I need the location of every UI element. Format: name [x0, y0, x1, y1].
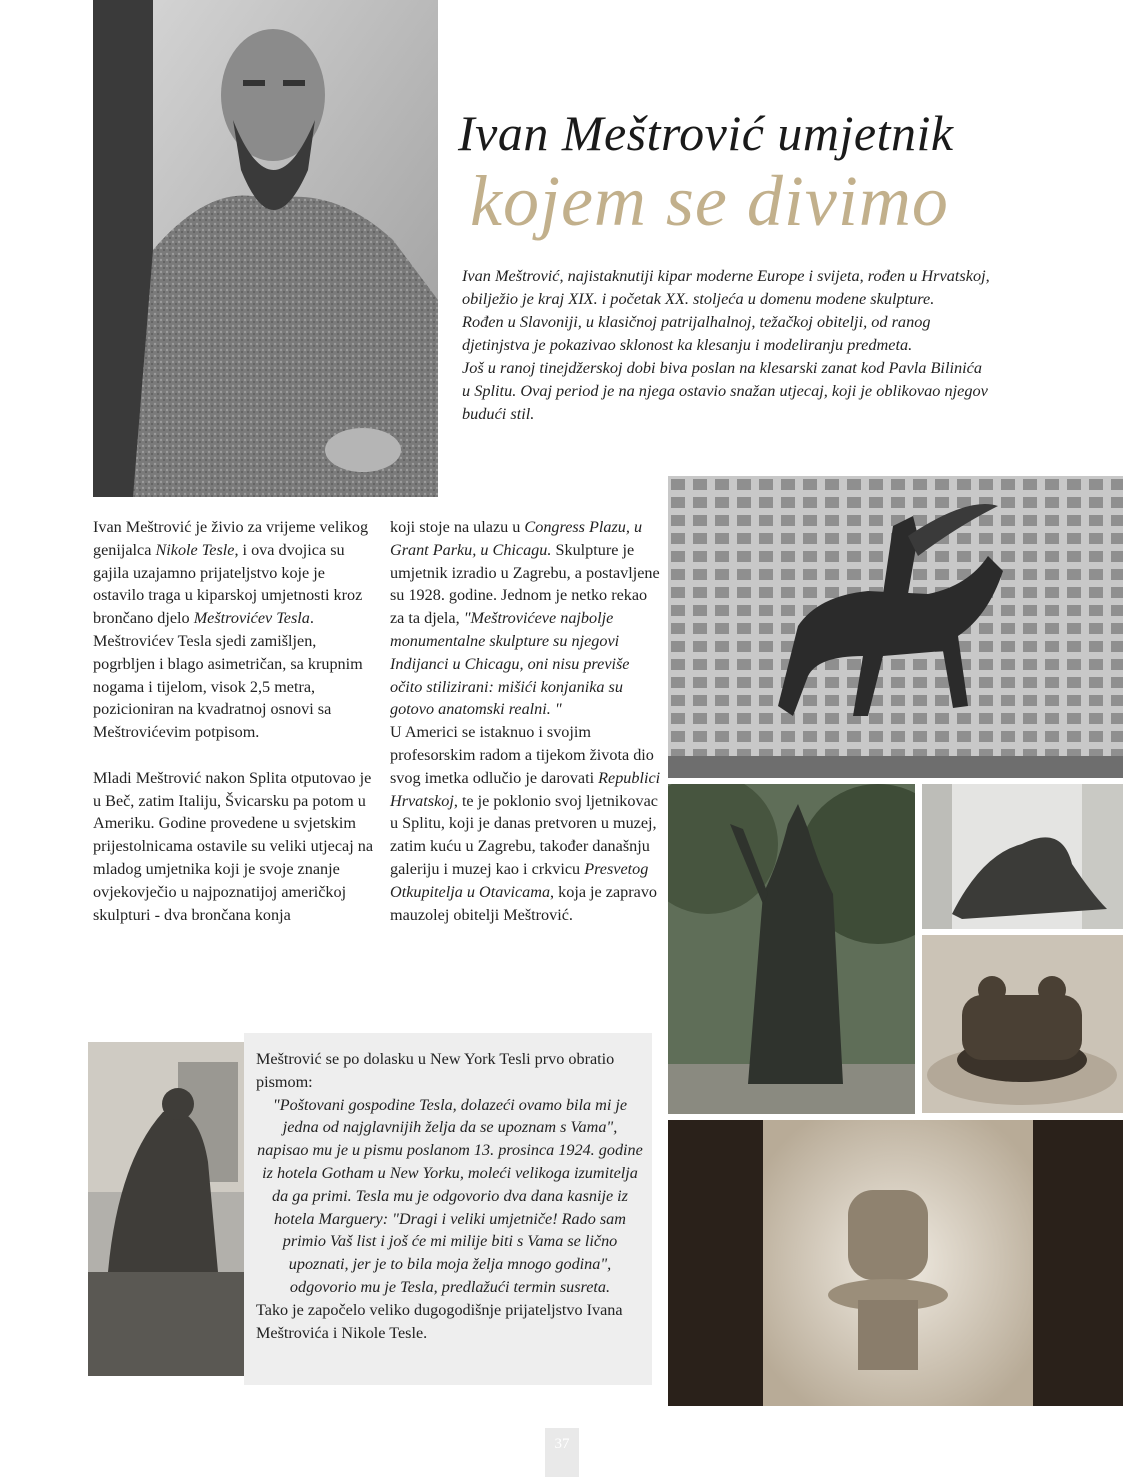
quote-intro: Meštrović se po dolasku u New York Tesli prvo obratio pismom: [256, 1050, 615, 1091]
photo-grgur-ninski-statue [668, 784, 915, 1114]
col1-text: , i ova dvojica su gajila uzajamno prijateljstvo koje je ostavilo traga u kiparskoj umjetnosti kroz brončano djelo [93, 540, 363, 628]
portrait-photo-mestrovic [93, 0, 438, 497]
tesla-name: Nikole Tesle [155, 540, 235, 559]
quote-box [256, 1048, 644, 1344]
article-title-line2: kojem se divimo [470, 161, 949, 241]
intro-text-1: Ivan Meštrović, najistaknutiji kipar moderne Europe i svijeta, rođen u Hrvatskoj, obilježio je kraj XIX. i početak XX. stoljeća u domenu modene skulpture. [462, 266, 990, 308]
col2-text: , koja je zapravo mauzolej obitelji Meštrović. [390, 882, 658, 924]
photo-horseman-sculpture [668, 476, 1123, 778]
photo-reclining-sculpture [922, 784, 1123, 929]
republic-name: Republici Hrvatskoj [390, 768, 661, 810]
col2-text: Skulpture je umjetnik izradio u Zagrebu, a postavljene su 1928. godine. Jednom je netko rekao za ta djela, [390, 540, 660, 628]
page-number: 37 [554, 1436, 570, 1452]
photo-mausoleum-sculpture [668, 1120, 1123, 1406]
intro-paragraph [462, 264, 992, 425]
article-title-line1: Ivan Meštrović umjetnik [458, 105, 954, 161]
col1-paragraph-2: Mladi Meštrović nakon Splita otputovao je u Beč, zatim Italiju, Švicarsku pa potom u Ameriku. Godine provedene u svjetskim prijestolnicama ostavile su veliki utjecaj na mladog umjetnika koji je svoje znanje ovjekovječio u najpoznatijoj američkoj skulpturi - dva brončana konja [93, 768, 374, 924]
quote-letter: "Poštovani gospodine Tesla, dolazeći ovamo bila mi je jedna od najglavnijih želja da se upoznam s Vama", napisao mu je u pismu poslanom 13. prosinca 1924. godine iz hotela Gotham u New Yorku, moleći velikoga izumitelja da ga primi. Tesla mu je odgovorio dva dana kasnije iz hotela Marguery: "Dragi i veliki umjetniče! Rado sam primio Vaš list i još će mi milije biti s Vama se lično upoznati, jer je to bila moja želja mnogo godina", odgovorio mu je Tesla, predlažući termin susreta. [257, 1095, 643, 1296]
critic-quote: "Meštrovićeve najbolje monumentalne skulpture su njegovi Indijanci u Chicagu, oni nisu previše očito stilizirani: mišići konjanika su gotovo anatomski realni. " [390, 609, 630, 719]
col2-paragraph-2 [390, 721, 665, 926]
body-column-1 [93, 516, 375, 926]
church-name: Presvetog Otkupitelja u Otavicama [390, 859, 649, 901]
col2-text: koji stoje na ulazu u [390, 518, 525, 536]
intro-text-3: Još u ranoj tinejdžerskoj dobi biva poslan na klesarski zanat kod Pavla Bilinića u Splitu. Ovaj period je na njega ostavio snažan utjecaj, koji je oblikovao njegov budući stil. [462, 358, 988, 423]
photo-well-of-life-sculpture [922, 935, 1123, 1113]
photo-tesla-statue [88, 1042, 248, 1376]
place-name: Congress Plazu, u Grant Parku, u Chicagu. [390, 518, 643, 559]
col2-text: U Americi se istaknuo i svojim profesorskim radom a tijekom života dio svog imetka odlučio je darovati [390, 723, 654, 787]
col1-text: Ivan Meštrović je živio za vrijeme velikog genijalca [93, 518, 369, 559]
col2-paragraph-1 [390, 516, 665, 721]
col1-text: . Meštrovićev Tesla sjedi zamišljen, pogrbljen i blago asimetričan, sa krupnim nogama i tijelom, visok 2,5 metra, pozicioniran na kvadratnoj osnovi sa Meštrovićevim potpisom. [93, 609, 363, 742]
body-column-2 [390, 516, 665, 926]
work-title: Meštrovićev Tesla [193, 609, 310, 628]
quote-outro: Tako je započelo veliko dugogodišnje prijateljstvo Ivana Meštrovića i Nikole Tesle. [256, 1300, 623, 1342]
col1-paragraph-1 [93, 516, 375, 744]
intro-text-2: Rođen u Slavoniji, u klasičnoj patrijalhalnoj, težačkoj obitelji, od ranog djetinjstva je pokazivao sklonost ka klesanju i modeliranju predmeta. [462, 312, 931, 354]
col2-text: , te je poklonio svoj ljetnikovac u Splitu, koji je danas pretvoren u muzej, zatim kuću u Zagrebu, također današnju galeriju i muzej kao i crkvicu [390, 791, 658, 878]
